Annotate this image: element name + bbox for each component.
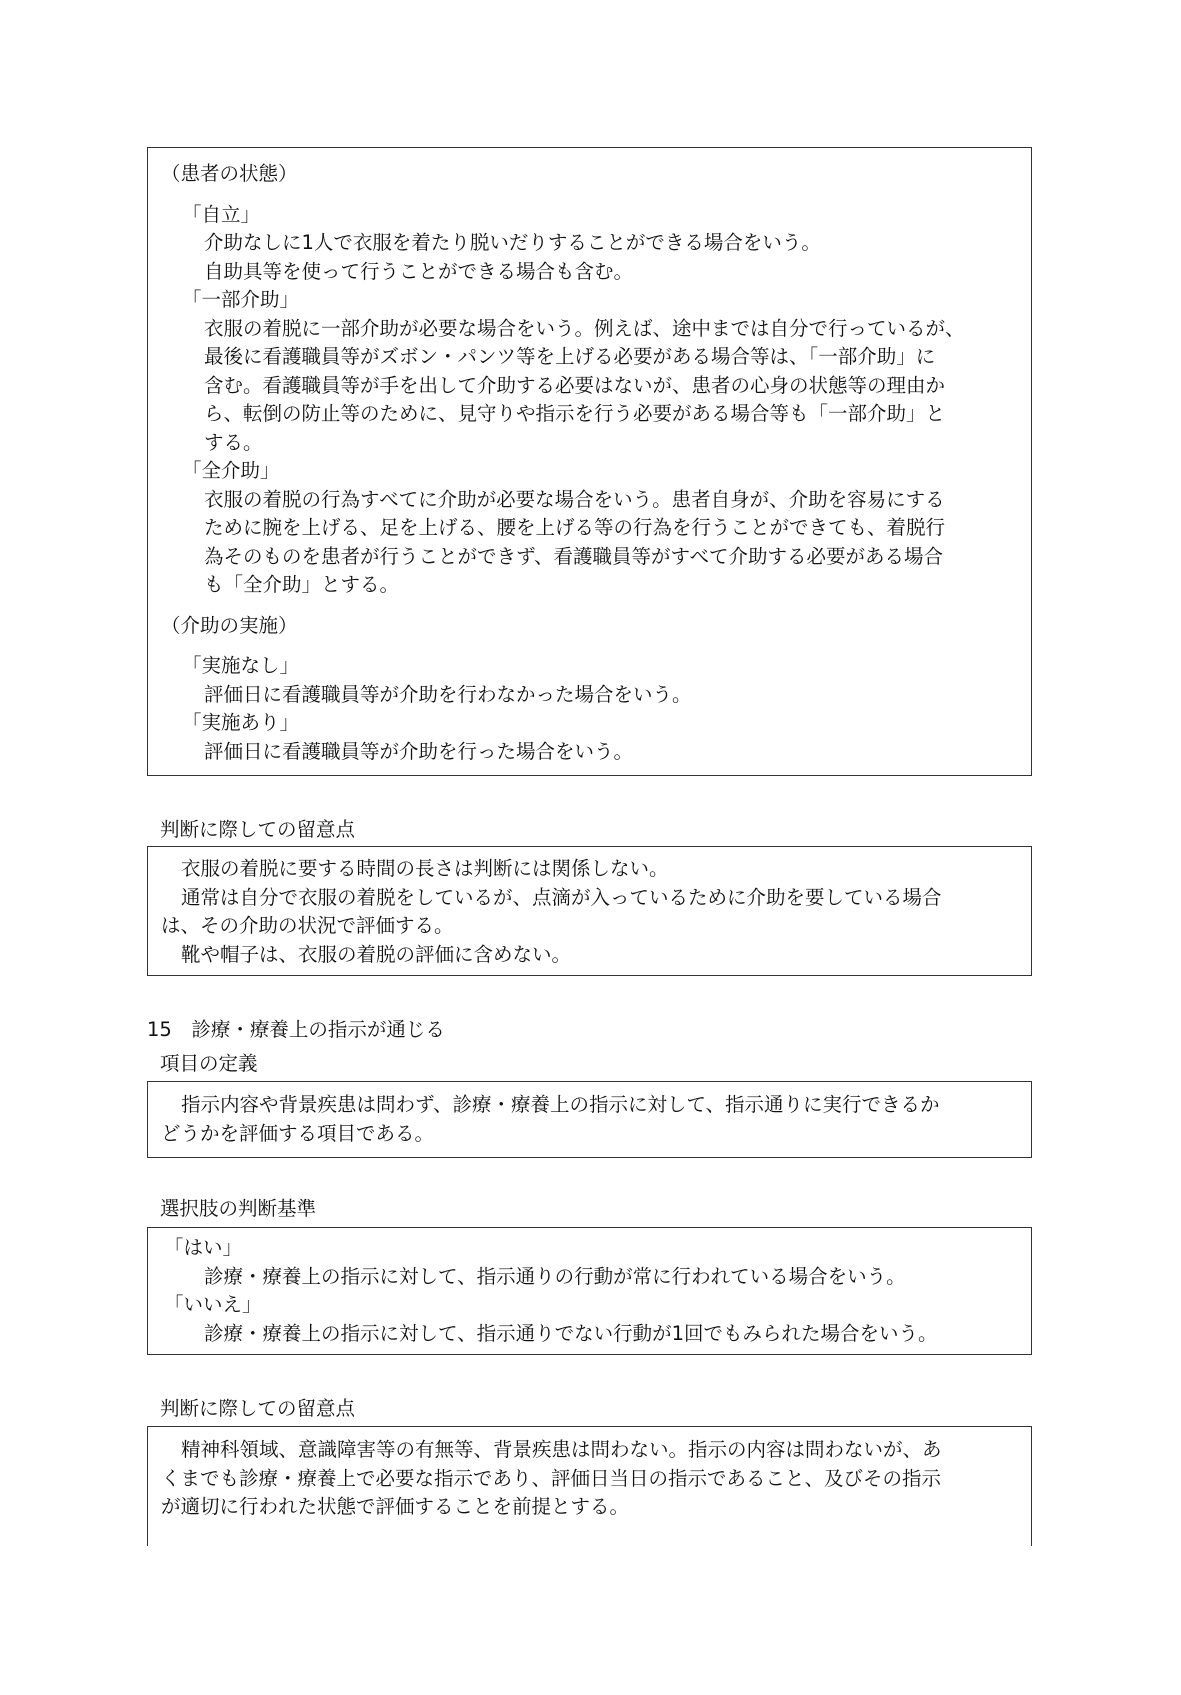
- text-line: する。: [204, 430, 263, 454]
- label-no: 「いいえ」: [164, 1293, 262, 1316]
- text-line: 衣服の着脱に要する時間の長さは判断には関係しない。: [181, 857, 669, 880]
- text-line: ら、転倒の防止等のために、見守りや指示を行う必要がある場合等も「一部介助」と: [204, 402, 946, 425]
- text-line: どうかを評価する項目である。: [161, 1121, 435, 1145]
- text-line: も「全介助」とする。: [204, 573, 400, 596]
- notes-box-dressing: [147, 846, 1032, 976]
- text-line: 通常は自分で衣服の着脱をしているが、点滴が入っているために介助を要している場合: [181, 885, 942, 909]
- text-line: 精神科領域、意識障害等の有無等、背景疾患は問わない。指示の内容は問わないが、あ: [181, 1438, 942, 1461]
- definition-box-dressing: [147, 147, 1032, 776]
- text-line: は、その介助の状況で評価する。: [161, 914, 454, 937]
- notes-label-instructions: 判断に際しての留意点: [160, 1397, 356, 1420]
- text-line: 指示内容や背景疾患は問わず、診療・療養上の指示に対して、指示通りに実行できるか: [181, 1093, 940, 1116]
- text-line: 評価日に看護職員等が介助を行った場合をいう。: [204, 739, 634, 763]
- text-line: 介助なしに1人で衣服を着たり脱いだりすることができる場合をいう。: [204, 231, 821, 254]
- text-line: が適切に行われた状態で評価することを前提とする。: [161, 1495, 630, 1518]
- heading-patient-state: （患者の状態）: [161, 162, 298, 185]
- text-line: 衣服の着脱の行為すべてに介助が必要な場合をいう。患者自身が、介助を容易にする: [204, 487, 945, 511]
- label-zen: 「全介助」: [182, 459, 280, 482]
- label-ari: 「実施あり」: [182, 711, 300, 734]
- criteria-label: 選択肢の判断基準: [160, 1197, 317, 1220]
- text-line: 為そのものを患者が行うことができず、看護職員等がすべて介助する必要がある場合: [204, 544, 944, 568]
- text-line: 最後に看護職員等がズボン・パンツ等を上げる必要がある場合等は、「一部介助」に: [204, 345, 936, 368]
- text-line: 含む。看護職員等が手を出して介助する必要はないが、患者の心身の状態等の理由か: [204, 373, 946, 397]
- label-ichibu: 「一部介助」: [182, 288, 300, 311]
- label-nashi: 「実施なし」: [182, 654, 300, 677]
- heading-assist: （介助の実施）: [161, 613, 298, 637]
- text-line: ために腕を上げる、足を上げる、腰を上げる等の行為を行うことができても、着脱行: [204, 516, 946, 539]
- label-yes: 「はい」: [164, 1236, 243, 1259]
- text-line: 自助具等を使って行うことができる場合も含む。: [204, 259, 634, 283]
- notes-label: 判断に際しての留意点: [160, 818, 356, 841]
- text-line: 評価日に看護職員等が介助を行わなかった場合をいう。: [204, 682, 692, 706]
- section-title: 15 診療・療養上の指示が通じる: [147, 1018, 445, 1041]
- definition-box-instructions: [147, 1081, 1032, 1158]
- label-jiritsu: 「自立」: [182, 202, 261, 226]
- text-line: 診療・療養上の指示に対して、指示通りの行動が常に行われている場合をいう。: [204, 1264, 906, 1288]
- text-line: くまでも診療・療養上で必要な指示であり、評価日当日の指示であること、及びその指示: [161, 1466, 942, 1490]
- criteria-box: [147, 1227, 1032, 1355]
- text-line: 診療・療養上の指示に対して、指示通りでない行動が1回でもみられた場合をいう。: [204, 1321, 938, 1345]
- notes-box-instructions: [147, 1426, 1032, 1546]
- definition-label: 項目の定義: [160, 1052, 258, 1075]
- text-line: 靴や帽子は、衣服の着脱の評価に含めない。: [181, 942, 572, 966]
- text-line: 衣服の着脱に一部介助が必要な場合をいう。例えば、途中までは自分で行っているが、: [204, 316, 965, 340]
